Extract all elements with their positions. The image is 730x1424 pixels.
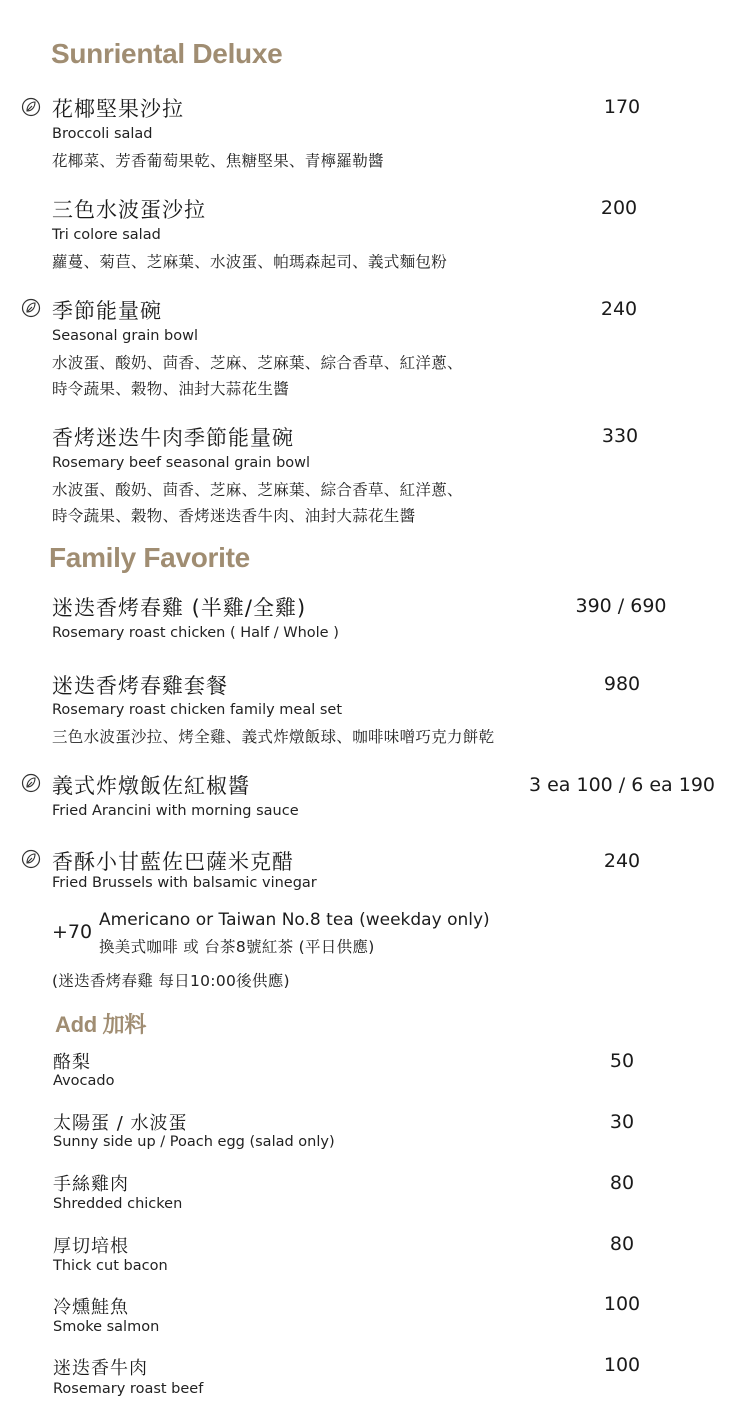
add-item-price: 80 [609, 1233, 635, 1255]
item-name-zh: 迷迭香烤春雞 (半雞/全雞) [52, 596, 307, 620]
item-name-zh: 香烤迷迭牛肉季節能量碗 [52, 426, 294, 450]
add-item-price: 100 [603, 1354, 641, 1376]
item-price: 330 [601, 425, 639, 447]
item-description: 時令蔬果、穀物、油封大蒜花生醬 [52, 380, 290, 398]
item-price: 3 ea 100 / 6 ea 190 [528, 774, 715, 796]
add-item-name-en: Rosemary roast beef [53, 1381, 204, 1397]
add-item-name-en: Thick cut bacon [53, 1258, 168, 1274]
leaf-icon [21, 849, 41, 869]
item-price: 200 [600, 197, 638, 219]
add-item-name-zh: 厚切培根 [53, 1236, 129, 1257]
item-name-en: Rosemary roast chicken ( Half / Whole ) [52, 625, 339, 641]
leaf-icon [21, 97, 41, 117]
add-item-price: 80 [609, 1172, 635, 1194]
add-item-name-en: Shredded chicken [53, 1196, 183, 1212]
item-price: 170 [603, 96, 641, 118]
item-name-en: Fried Brussels with balsamic vinegar [52, 875, 317, 891]
add-item-name-en: Smoke salmon [53, 1319, 160, 1335]
addon-price: +70 [52, 921, 93, 943]
add-item-name-zh: 冷燻鮭魚 [53, 1297, 129, 1318]
add-item-price: 50 [609, 1050, 635, 1072]
section-title-deluxe: Sunriental Deluxe [51, 38, 283, 69]
item-name-en: Rosemary beef seasonal grain bowl [52, 455, 311, 471]
section-title-add: Add 加料 [55, 1012, 147, 1037]
item-description: 時令蔬果、穀物、香烤迷迭香牛肉、油封大蒜花生醬 [52, 507, 416, 525]
item-name-zh: 香酥小甘藍佐巴薩米克醋 [52, 850, 294, 874]
item-name-en: Seasonal grain bowl [52, 328, 198, 344]
item-name-en: Rosemary roast chicken family meal set [52, 702, 343, 718]
item-price: 240 [603, 850, 641, 872]
addon-description-en: Americano or Taiwan No.8 tea (weekday only) [99, 910, 490, 930]
item-name-en: Tri colore salad [52, 227, 161, 243]
add-item-name-en: Avocado [53, 1073, 115, 1089]
item-price: 980 [603, 673, 641, 695]
add-item-price: 30 [609, 1111, 635, 1133]
item-name-en: Broccoli salad [52, 126, 153, 142]
add-item-name-zh: 迷迭香牛肉 [53, 1358, 148, 1379]
item-price: 240 [600, 298, 638, 320]
add-item-name-zh: 太陽蛋 / 水波蛋 [53, 1113, 188, 1134]
leaf-icon [21, 298, 41, 318]
item-description: 蘿蔓、菊苣、芝麻葉、水波蛋、帕瑪森起司、義式麵包粉 [52, 253, 448, 271]
leaf-icon [21, 773, 41, 793]
add-item-name-zh: 酪梨 [53, 1052, 91, 1073]
item-name-zh: 三色水波蛋沙拉 [52, 198, 206, 222]
item-description: 三色水波蛋沙拉、烤全雞、義式炸燉飯球、咖啡味噌巧克力餅乾 [52, 728, 495, 746]
item-description: 水波蛋、酸奶、茴香、芝麻、芝麻葉、綜合香草、紅洋蔥、 [52, 481, 463, 499]
item-description: 水波蛋、酸奶、茴香、芝麻、芝麻葉、綜合香草、紅洋蔥、 [52, 354, 463, 372]
item-price: 390 / 690 [575, 595, 667, 617]
item-description: 花椰菜、芳香葡萄果乾、焦糖堅果、青檸羅勒醬 [52, 152, 384, 170]
item-name-zh: 迷迭香烤春雞套餐 [52, 674, 228, 698]
add-item-name-en: Sunny side up / Poach egg (salad only) [53, 1134, 335, 1150]
section-title-family: Family Favorite [49, 542, 250, 573]
item-name-en: Fried Arancini with morning sauce [52, 803, 299, 819]
item-name-zh: 季節能量碗 [52, 299, 162, 323]
item-name-zh: 花椰堅果沙拉 [52, 97, 184, 121]
availability-note: (迷迭香烤春雞 每日10:00後供應) [52, 972, 290, 990]
item-name-zh: 義式炸燉飯佐紅椒醬 [52, 774, 250, 798]
add-item-name-zh: 手絲雞肉 [53, 1174, 129, 1195]
addon-description-zh: 換美式咖啡 或 台茶8號紅茶 (平日供應) [99, 938, 375, 956]
add-item-price: 100 [603, 1293, 641, 1315]
